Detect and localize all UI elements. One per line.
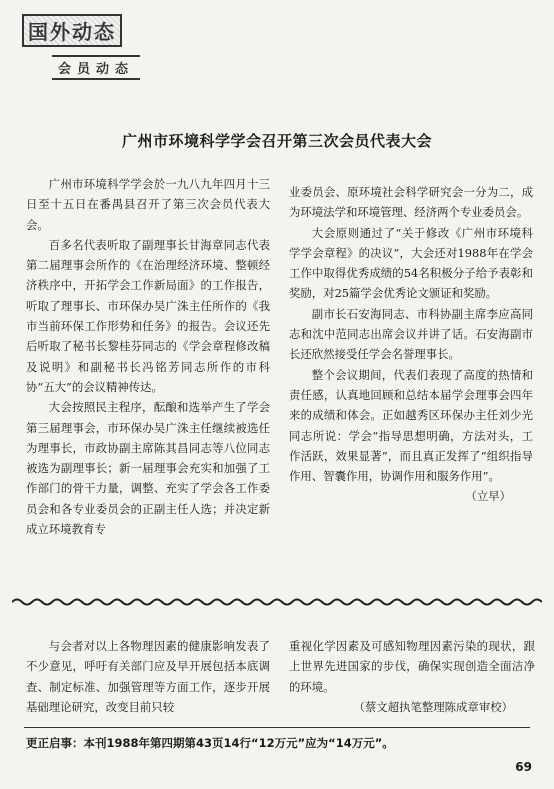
paragraph: 业委员会、原环境社会科学研究会一分为二，成为环境法学和环境管理、经济两个专业委员会。 — [289, 185, 533, 220]
erratum-notice: 更正启事：本刊1988年第四期第43页14行“12万元”应为“14万元”。 — [26, 736, 394, 750]
page-number: 69 — [515, 760, 532, 774]
masthead-column-title: 国外动态 — [22, 14, 122, 47]
article-title: 广州市环境科学学会召开第三次会员代表大会 — [121, 132, 432, 150]
article-right-column — [289, 182, 533, 507]
paragraph: 大会原则通过了“关于修改《广州市环境科学学会章程》的决议”，大会还对1988年在学会工作中取得优秀成绩的54名积极分子给予表彰和奖励，对25篇学会优秀论文颁证和奖励。 — [289, 225, 533, 301]
continued-credit: （蔡文超执笔整理陈成章审校） — [353, 699, 513, 714]
paragraph: 广州市环境科学学会於一九八九年四月十三日至十五日在番禺县召开了第三次会员代表大会。 — [26, 177, 270, 232]
continued-right-column — [289, 636, 535, 717]
wavy-divider-graphic — [12, 597, 542, 607]
article-signature: （立早） — [465, 489, 511, 504]
article-left-column — [26, 174, 270, 539]
masthead — [22, 14, 140, 80]
paragraph: 整个会议期间，代表们表现了高度的热情和责任感，认真地回顾和总结本届学会理事会四年来的成绩和体会。正如越秀区环保办主任刘少光同志所说：学会“指导思想明确，方法对头，工作活跃，效果显著”，而且真正发挥了“组织指导作用、智囊作用，协调作用和服务作用”。 — [289, 367, 533, 484]
continued-left-column — [26, 636, 270, 717]
paragraph: 与会者对以上各物理因素的健康影响发表了不少意见，呼吁有关部门应及早开展包括本底调查、制定标准、加强管理等方面工作，逐步开展基础理论研究，改变目前只较 — [26, 639, 270, 714]
wavy-divider — [12, 597, 542, 607]
paragraph: 大会按照民主程序，酝酿和选举产生了学会第三届理事会，市环保办吴广洙主任继续被选任为理事长，市政协副主席陈其昌同志等八位同志被选为副理事长；新一届理事会充实和加强了工作部门的骨干力量，调整、充实了学会各工作委员会和各专业委员会的正副主任人选；并决定新成立环境教育专 — [26, 400, 270, 537]
masthead-column-subtitle: 会员动态 — [52, 55, 140, 80]
erratum-rule — [24, 727, 530, 728]
paragraph: 重视化学因素及可感知物理因素污染的现状，跟上世界先进国家的步伐，确保实现创造全面洁净的环境。 — [289, 639, 535, 694]
paragraph: 副市长石安海同志、市科协副主席李应高同志和沈中范同志出席会议并讲了话。石安海副市长还欣然接受任学会名誉理事长。 — [289, 306, 533, 362]
paragraph: 百多名代表听取了副理事长甘海章同志代表第二届理事会所作的《在治理经济环境、整顿经济秩序中，开拓学会工作新局面》的工作报告，听取了理事长、市环保办吴广洙主任所作的《我市当前环保工作形势和任务》的报告。会议还先后听取了秘书长黎桂芬同志的《学会章程修改稿及说明》和副秘书长冯铭芳同志所作的市科协“五大”的会议精神传达。 — [26, 237, 270, 394]
